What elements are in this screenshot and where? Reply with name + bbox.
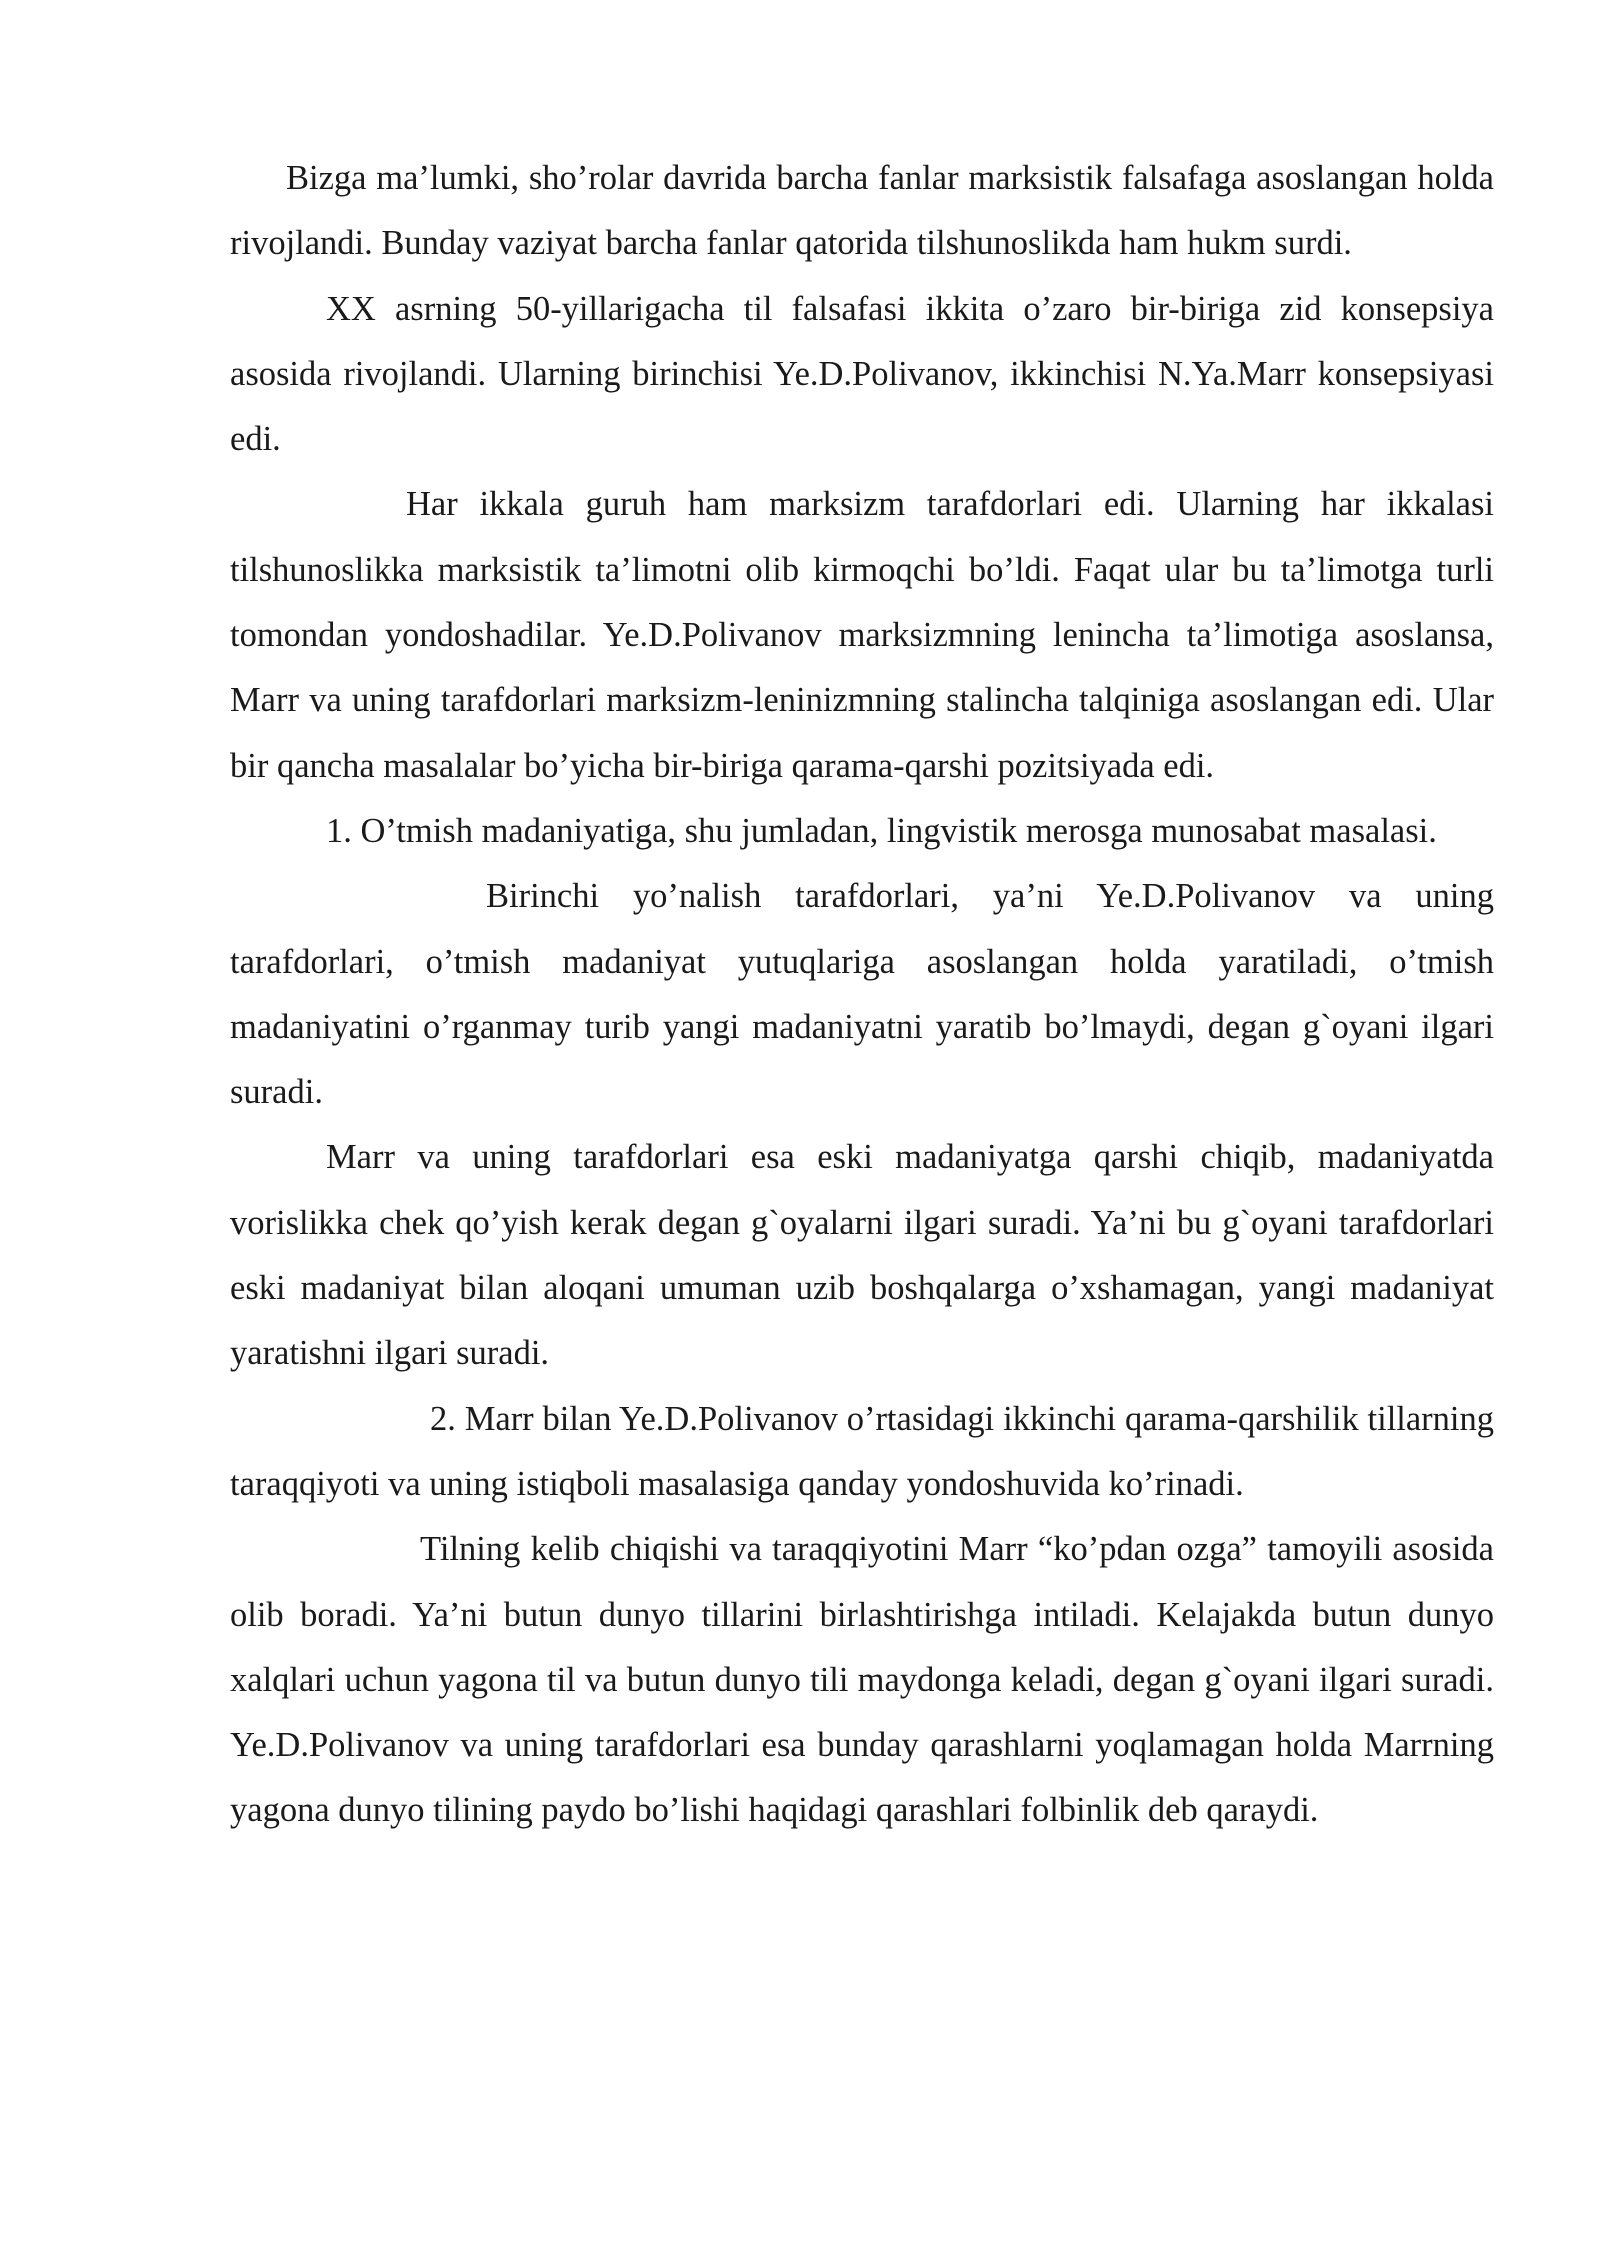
paragraph-8: Tilning kelib chiqishi va taraqqiyotini Marr “ko’pdan ozga” tamoyili asosida olib boradi. Ya’ni butun dunyo tillarini birlashtirishga intiladi. Kelajakda butun dunyo xalqlari uchun yagona til va butun dunyo tili maydonga keladi, degan g`oyani ilgari suradi. Ye.D.Polivanov va uning tarafdorlari esa bunday qarashlarni yoqlamagan holda Marrning yagona dunyo tilining paydo bo’lishi haqidagi qarashlari folbinlik deb qaraydi. — [230, 1530, 1494, 1830]
paragraph-1: Bizga ma’lumki, sho’rolar davrida barcha fanlar marksistik falsafaga asoslangan holda rivojlandi. Bunday vaziyat barcha fanlar qatorida tilshunoslikda ham hukm surdi. — [230, 159, 1494, 263]
document-page — [230, 146, 1494, 1844]
paragraph-2: XX asrning 50-yillarigacha til falsafasi ikkita o’zaro bir-biriga zid konsepsiya asosida rivojlandi. Ularning birinchisi Ye.D.Polivanov, ikkinchisi N.Ya.Marr konsepsiyasi edi. — [230, 289, 1494, 459]
paragraph-3: Har ikkala guruh ham marksizm tarafdorlari edi. Ularning har ikkalasi tilshunoslikka marksistik ta’limotni olib kirmoqchi bo’ldi. Faqat ular bu ta’limotga turli tomondan yondoshadilar. Ye.D.Polivanov marksizmning lenincha ta’limotiga asoslansa, Marr va uning tarafdorlari marksizm-leninizmning stalincha talqiniga asoslangan edi. Ular bir qancha masalalar bo’yicha bir-biriga qarama-qarshi pozitsiyada edi. — [230, 485, 1494, 785]
paragraph-4-numbered-item: 1. O’tmish madaniyatiga, shu jumladan, lingvistik merosga munosabat masalasi. — [326, 811, 1437, 850]
paragraph-6: Marr va uning tarafdorlari esa eski madaniyatga qarshi chiqib, madaniyatda vorislikka chek qo’yish kerak degan g`oyalarni ilgari suradi. Ya’ni bu g`oyani tarafdorlari eski madaniyat bilan aloqani umuman uzib boshqalarga o’xshamagan, yangi madaniyat yaratishni ilgari suradi. — [230, 1138, 1494, 1373]
paragraph-5: Birinchi yo’nalish tarafdorlari, ya’ni Ye.D.Polivanov va uning tarafdorlari, o’tmish madaniyat yutuqlariga asoslangan holda yaratiladi, o’tmish madaniyatini o’rganmay turib yangi madaniyatni yaratib bo’lmaydi, degan g`oyani ilgari suradi. — [230, 877, 1494, 1112]
paragraph-7-numbered-item: 2. Marr bilan Ye.D.Polivanov o’rtasidagi ikkinchi qarama-qarshilik tillarning taraqqiyoti va uning istiqboli masalasiga qanday yondoshuvida ko’rinadi. — [230, 1399, 1494, 1503]
